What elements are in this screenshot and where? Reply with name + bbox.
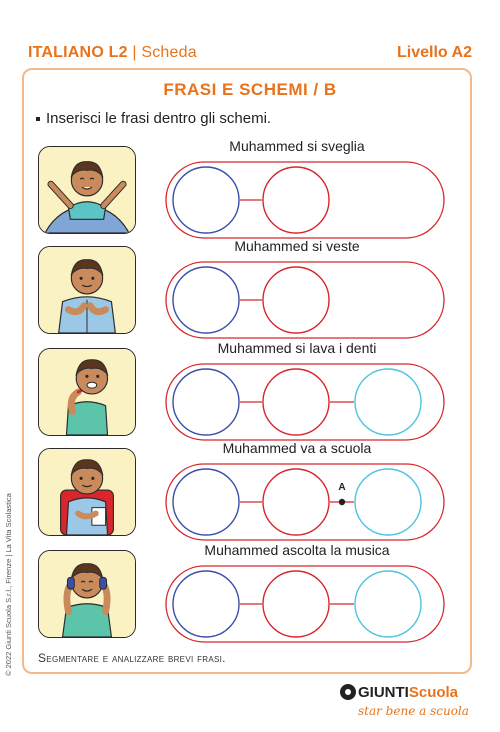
exercise-row: [0, 138, 500, 246]
subject-circle[interactable]: [173, 267, 239, 333]
header-separator: |: [132, 44, 142, 61]
complement-circle[interactable]: [355, 469, 421, 535]
sheet-label: Scheda: [141, 44, 197, 61]
complement-circle[interactable]: [355, 571, 421, 637]
complement-circle[interactable]: [355, 369, 421, 435]
giunti-scuola-logo: [340, 684, 480, 724]
sentence-scheme: [160, 258, 450, 342]
subject-label: ITALIANO L2: [28, 44, 128, 61]
getting-dressed-illustration: [38, 246, 136, 334]
verb-circle[interactable]: [263, 571, 329, 637]
boy-dressing-icon: [39, 247, 135, 333]
logo-brand-accent: Scuola: [408, 684, 459, 701]
verb-circle[interactable]: [263, 469, 329, 535]
exercise-row: [0, 440, 500, 548]
subject-circle[interactable]: [173, 369, 239, 435]
verb-circle[interactable]: [263, 369, 329, 435]
boy-with-backpack-icon: [39, 449, 135, 535]
exercise-row: [0, 238, 500, 346]
verb-circle[interactable]: [263, 267, 329, 333]
waking-up-illustration: [38, 146, 136, 234]
page-title: FRASI E SCHEMI / B: [163, 80, 337, 99]
sentence-scheme: [160, 460, 450, 544]
subject-circle[interactable]: [173, 167, 239, 233]
preposition-dot: [339, 499, 345, 505]
boy-waking-up-icon: [39, 147, 135, 233]
boy-brushing-teeth-icon: [39, 349, 135, 435]
sentence-scheme: [160, 158, 450, 242]
going-to-school-illustration: [38, 448, 136, 536]
level-label: Livello A2: [397, 44, 472, 61]
subject-circle[interactable]: [173, 571, 239, 637]
sentence-scheme: [160, 562, 450, 646]
instruction-text: Inserisci le frasi dentro gli schemi.: [46, 110, 272, 127]
sentence-scheme: [160, 360, 450, 444]
subject-circle[interactable]: [173, 469, 239, 535]
exercise-row: [0, 340, 500, 448]
sentence-label: Muhammed va a scuola: [222, 440, 372, 456]
sentence-label: Muhammed ascolta la musica: [204, 542, 390, 558]
verb-circle[interactable]: [263, 167, 329, 233]
listening-music-illustration: [38, 550, 136, 638]
exercise-row: [0, 542, 500, 650]
sentence-label: Muhammed si sveglia: [229, 138, 365, 154]
logo-wordmark: [358, 684, 458, 701]
footer-note: Segmentare e analizzare brevi frasi.: [38, 651, 226, 665]
bullet-icon: [36, 117, 40, 121]
logo-brand: GIUNTI: [358, 684, 409, 701]
sentence-label: Muhammed si veste: [234, 238, 360, 254]
logo-tagline: star bene a scuola: [358, 704, 469, 718]
brushing-teeth-illustration: [38, 348, 136, 436]
boy-with-headphones-icon: [39, 551, 135, 637]
sentence-label: Muhammed si lava i denti: [217, 340, 377, 356]
copyright-text: © 2022 Giunti Scuola S.r.l., Firenze | La Vita Scolastica: [4, 493, 13, 676]
preposition-label: A: [338, 482, 346, 493]
g-logo-icon: [340, 684, 356, 700]
instruction: [36, 110, 271, 127]
header-subject: [28, 44, 197, 62]
